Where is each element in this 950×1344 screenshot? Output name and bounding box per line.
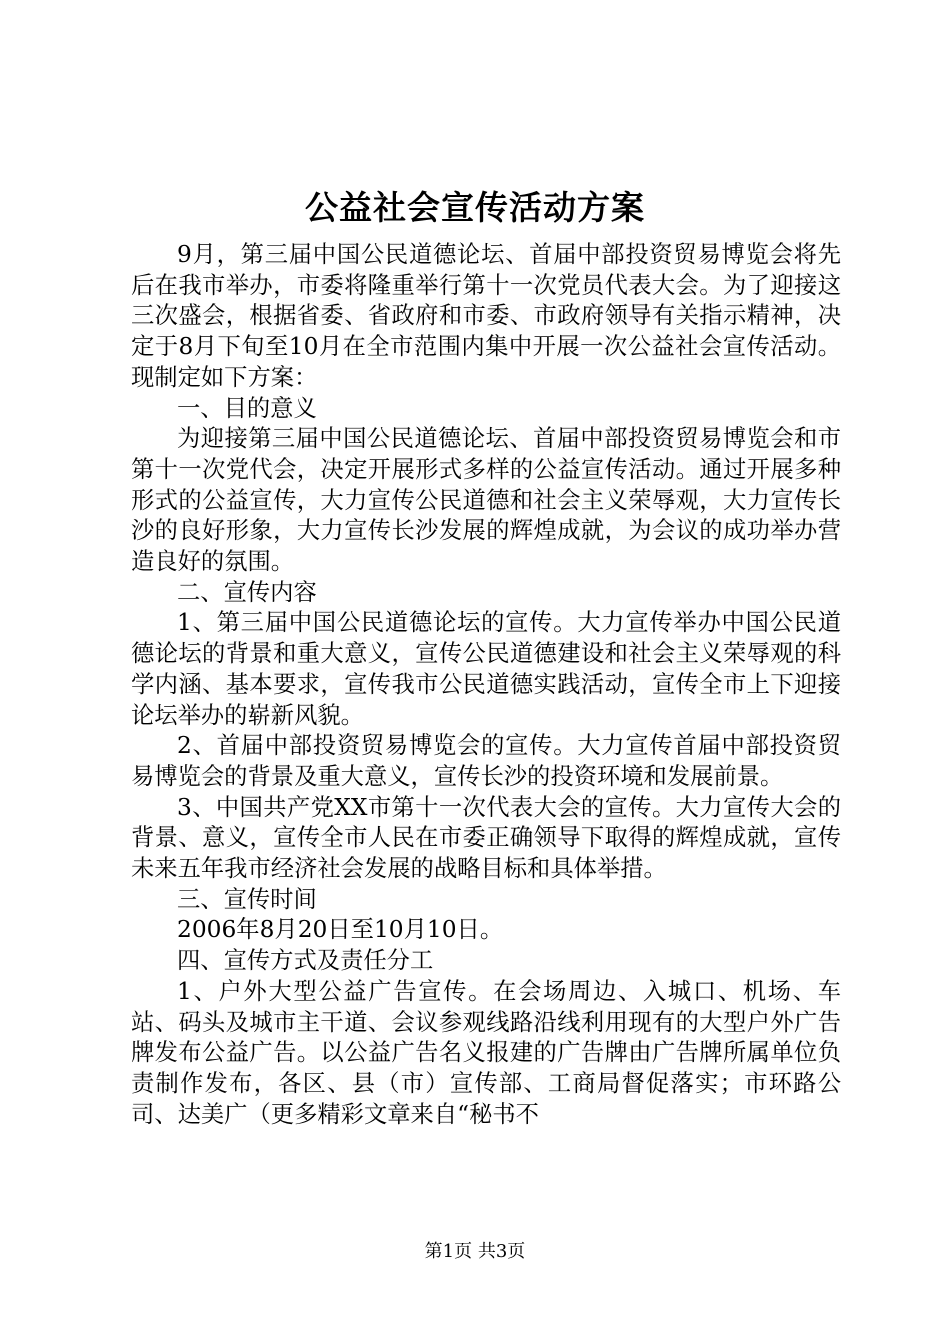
page-footer: 第1页 共3页 [424, 1241, 526, 1262]
content-item-1: 1、第三届中国公民道德论坛的宣传。大力宣传举办中国公民道德论坛的背景和重大意义，宣传公民道德建设和社会主义荣辱观的科学内涵、基本要求，宣传我市公民道德实践活动，宣传全市上下迎接论坛举办的崭新风貌。 [131, 609, 841, 729]
section-heading-purpose: 一、目的意义 [177, 394, 317, 422]
section-heading-methods: 四、宣传方式及责任分工 [177, 947, 434, 975]
section-heading-content: 二、宣传内容 [177, 578, 317, 606]
content-item-2: 2、首届中部投资贸易博览会的宣传。大力宣传首届中部投资贸易博览会的背景及重大意义，宣传长沙的投资环境和发展前景。 [131, 732, 841, 790]
intro-paragraph: 9月，第三届中国公民道德论坛、首届中部投资贸易博览会将先后在我市举办，市委将隆重举行第十一次党员代表大会。为了迎接这三次盛会，根据省委、省政府和市委、市政府领导有关指示精神，决定于8月下旬至10月在全市范围内集中开展一次公益社会宣传活动。现制定如下方案： [131, 241, 841, 391]
section-heading-time: 三、宣传时间 [177, 885, 317, 913]
document-body [131, 240, 841, 1130]
document-title: 公益社会宣传活动方案 [305, 188, 645, 227]
methods-item-1: 1、户外大型公益广告宣传。在会场周边、入城口、机场、车站、码头及城市主干道、会议参观线路沿线利用现有的大型户外广告牌发布公益广告。以公益广告名义报建的广告牌由广告牌所属单位负责制作发布，各区、县（市）宣传部、工商局督促落实；市环路公司、达美广（更多精彩文章来自“秘书不 [131, 977, 841, 1128]
time-paragraph: 2006年8月20日至10月10日。 [177, 916, 504, 944]
purpose-paragraph: 为迎接第三届中国公民道德论坛、首届中部投资贸易博览会和市第十一次党代会，决定开展形式多样的公益宣传活动。通过开展多种形式的公益宣传，大力宣传公民道德和社会主义荣辱观，大力宣传长沙的良好形象，大力宣传长沙发展的辉煌成就，为会议的成功举办营造良好的氛围。 [131, 425, 841, 576]
content-item-3: 3、中国共产党XX市第十一次代表大会的宣传。大力宣传大会的背景、意义，宣传全市人民在市委正确领导下取得的辉煌成就，宣传未来五年我市经济社会发展的战略目标和具体举措。 [131, 793, 841, 883]
